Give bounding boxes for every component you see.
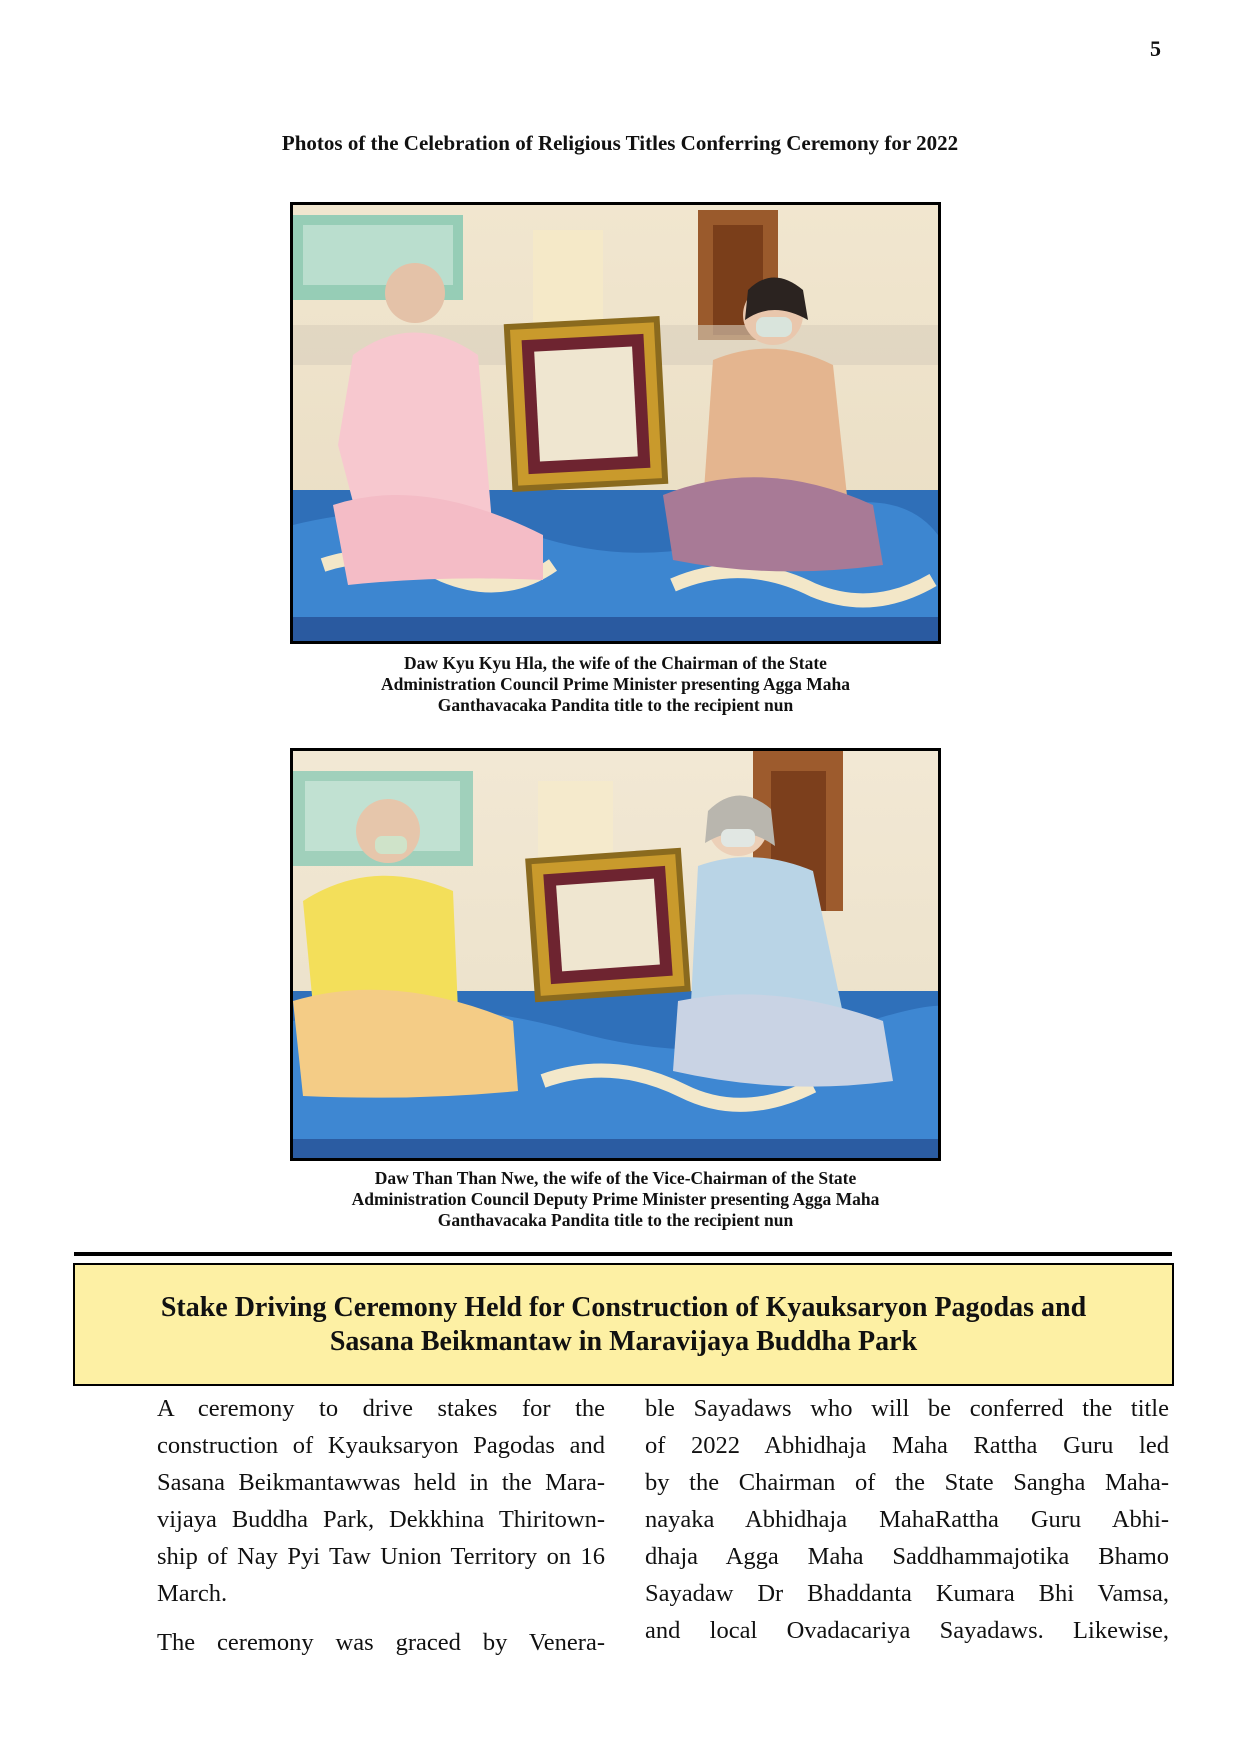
caption-line: Ganthavacaka Pandita title to the recipient nun [437,1210,794,1230]
text-line: March. [157,1580,228,1607]
caption-line: Administration Council Prime Minister presenting Agga Maha [381,674,850,694]
text-line: and local Ovadacariya Sayadaws. Likewise, [645,1617,1169,1644]
photo-caption-2 [260,1168,971,1231]
section-divider [74,1252,1172,1256]
article-headline [73,1263,1174,1386]
text-line: ble Sayadaws who will be conferred the title [645,1395,1169,1422]
section-title: Photos of the Celebration of Religious Titles Conferring Ceremony for 2022 [281,131,959,155]
article-paragraph-2 [81,1624,605,1661]
article-column-left [81,1390,605,1661]
caption-line: Daw Kyu Kyu Hla, the wife of the Chairman of the State [404,653,827,673]
ceremony-photo-2 [290,748,941,1161]
photo-caption-1 [260,653,971,716]
article-column-right [645,1390,1169,1649]
text-line: nayaka Abhidhaja MahaRattha Guru Abhi- [645,1506,1169,1533]
text-line: The ceremony was graced by Venera- [157,1629,605,1656]
text-line: vijaya Buddha Park, Dekkhina Thiritown- [157,1506,605,1533]
headline-line: Sasana Beikmantaw in Maravijaya Buddha Park [329,1325,918,1357]
text-line: ship of Nay Pyi Taw Union Territory on 16 [157,1543,605,1570]
text-line: Sayadaw Dr Bhaddanta Kumara Bhi Vamsa, [645,1580,1169,1607]
text-line: by the Chairman of the State Sangha Maha- [645,1469,1169,1496]
text-line: of 2022 Abhidhaja Maha Rattha Guru led [645,1432,1169,1459]
article-paragraph-1 [81,1390,605,1612]
caption-line: Ganthavacaka Pandita title to the recipient nun [437,695,794,715]
ceremony-photo-1 [290,202,941,644]
page-number: 5 [1150,36,1161,61]
article-paragraph-2-continued [645,1390,1169,1649]
caption-line: Administration Council Deputy Prime Minister presenting Agga Maha [351,1189,880,1209]
photo-illustration [293,205,938,641]
text-line: A ceremony to drive stakes for the [157,1395,605,1422]
caption-line: Daw Than Than Nwe, the wife of the Vice-Chairman of the State [374,1168,857,1188]
headline-line: Stake Driving Ceremony Held for Construction of Kyauksaryon Pagodas and [160,1291,1087,1323]
text-line: Sasana Beikmantawwas held in the Mara- [157,1469,605,1496]
text-line: construction of Kyauksaryon Pagodas and [157,1432,605,1459]
text-line: dhaja Agga Maha Saddhammajotika Bhamo [645,1543,1169,1570]
photo-illustration [293,751,938,1158]
